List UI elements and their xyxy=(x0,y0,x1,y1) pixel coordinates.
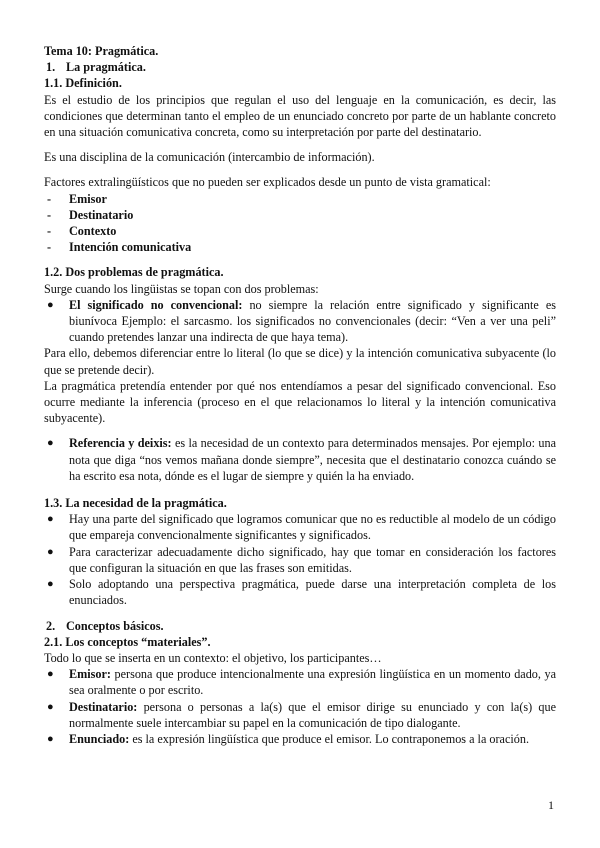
section-2-heading: 2. Conceptos básicos. xyxy=(46,618,164,633)
list-item: - Emisor xyxy=(47,191,107,206)
section-1-3-heading: 1.3. La necesidad de la pragmática. xyxy=(44,496,227,511)
bullet-icon: ● xyxy=(47,437,54,450)
bullet-icon: ● xyxy=(47,545,54,558)
definition-paragraph: Es el estudio de los principios que regulan el uso del lenguaje en la comunicación, es decir, las condiciones que determinan tanto el empleo de un enunciado concreto por parte de un hablante concreto en una situación comunicativa concreta, como su interpretación por parte del destinatario. xyxy=(44,92,556,140)
section-1-heading: 1. La pragmática. xyxy=(46,60,146,75)
list-item: - Contexto xyxy=(47,224,117,239)
discipline-paragraph: Es una disciplina de la comunicación (intercambio de información). xyxy=(44,150,375,165)
bullet-icon: ● xyxy=(47,513,54,526)
factors-list xyxy=(44,191,556,256)
list-item: ● Destinatario: persona o personas a la(s) que el emisor dirige su enunciado y con la(s) que normalmente suele intercambiar su papel en la comunicación de tipo dialogante. xyxy=(44,699,556,731)
list-item: ● Enunciado: es la expresión lingüística que produce el emisor. Lo contraponemos a la oración. xyxy=(44,731,556,747)
list-item: ● Referencia y deixis: es la necesidad de un contexto para determinados mensajes. Por ejemplo: una nota que diga “nos vemos mañana donde siempre”, necesita que el destinatario conozca cuándo se ha escrito esa nota, dónde es el lugar de siempre y quién la ha enviado. xyxy=(44,435,556,484)
list-item: ● Emisor: persona que produce intencionalmente una expresión lingüística en un momento dado, ya sea oralmente o por escrito. xyxy=(44,666,556,698)
bullet-icon: ● xyxy=(47,298,54,311)
bullet-icon: ● xyxy=(47,668,54,681)
list-item: ● Solo adoptando una perspectiva pragmática, puede darse una interpretación completa de los enunciados. xyxy=(44,576,556,608)
inference-paragraph: La pragmática pretendía entender por qué nos entendíamos a pesar del significado convencional. Eso ocurre mediante la inferencia (proceso en el que relacionamos lo literal y la intención comunicativa subyacente). xyxy=(44,378,556,426)
document-title: Tema 10: Pragmática. xyxy=(44,44,159,58)
factors-intro: Factores extralingüísticos que no pueden ser explicados desde un punto de vista gramatical: xyxy=(44,175,491,190)
list-item: ● El significado no convencional: no siempre la relación entre significado y significante es biunívoca Ejemplo: el sarcasmo. los significados no convencionales (decir: “Ven a ver una peli” cuando pretendes lanzar una indirecta de que haya tema). xyxy=(44,297,556,346)
bullet-icon: ● xyxy=(47,700,54,713)
section-1-1-heading: 1.1. Definición. xyxy=(44,76,122,91)
section-2-1-heading: 2.1. Los conceptos “materiales”. xyxy=(44,634,211,649)
list-item: ● Para caracterizar adecuadamente dicho significado, hay que tomar en consideración los factores que configuran la situación en que las frases son emitidas. xyxy=(44,544,556,576)
materials-intro: Todo lo que se inserta en un contexto: el objetivo, los participantes… xyxy=(44,650,382,665)
list-item: - Destinatario xyxy=(47,207,134,222)
section-1-2-heading: 1.2. Dos problemas de pragmática. xyxy=(44,265,224,280)
problems-intro: Surge cuando los lingüistas se topan con dos problemas: xyxy=(44,281,319,296)
literal-paragraph: Para ello, debemos diferenciar entre lo literal (lo que se dice) y la intención comunicativa subyacente (lo que se pretende decir). xyxy=(44,346,556,377)
document-body xyxy=(44,43,556,747)
bullet-icon: ● xyxy=(47,732,54,745)
list-item: - Intención comunicativa xyxy=(47,240,192,255)
bullet-icon: ● xyxy=(47,578,54,591)
page-number: 1 xyxy=(548,798,554,812)
list-item: ● Hay una parte del significado que logramos comunicar que no es reductible al modelo de un código que empareja convencionalmente significantes y significados. xyxy=(44,511,556,543)
